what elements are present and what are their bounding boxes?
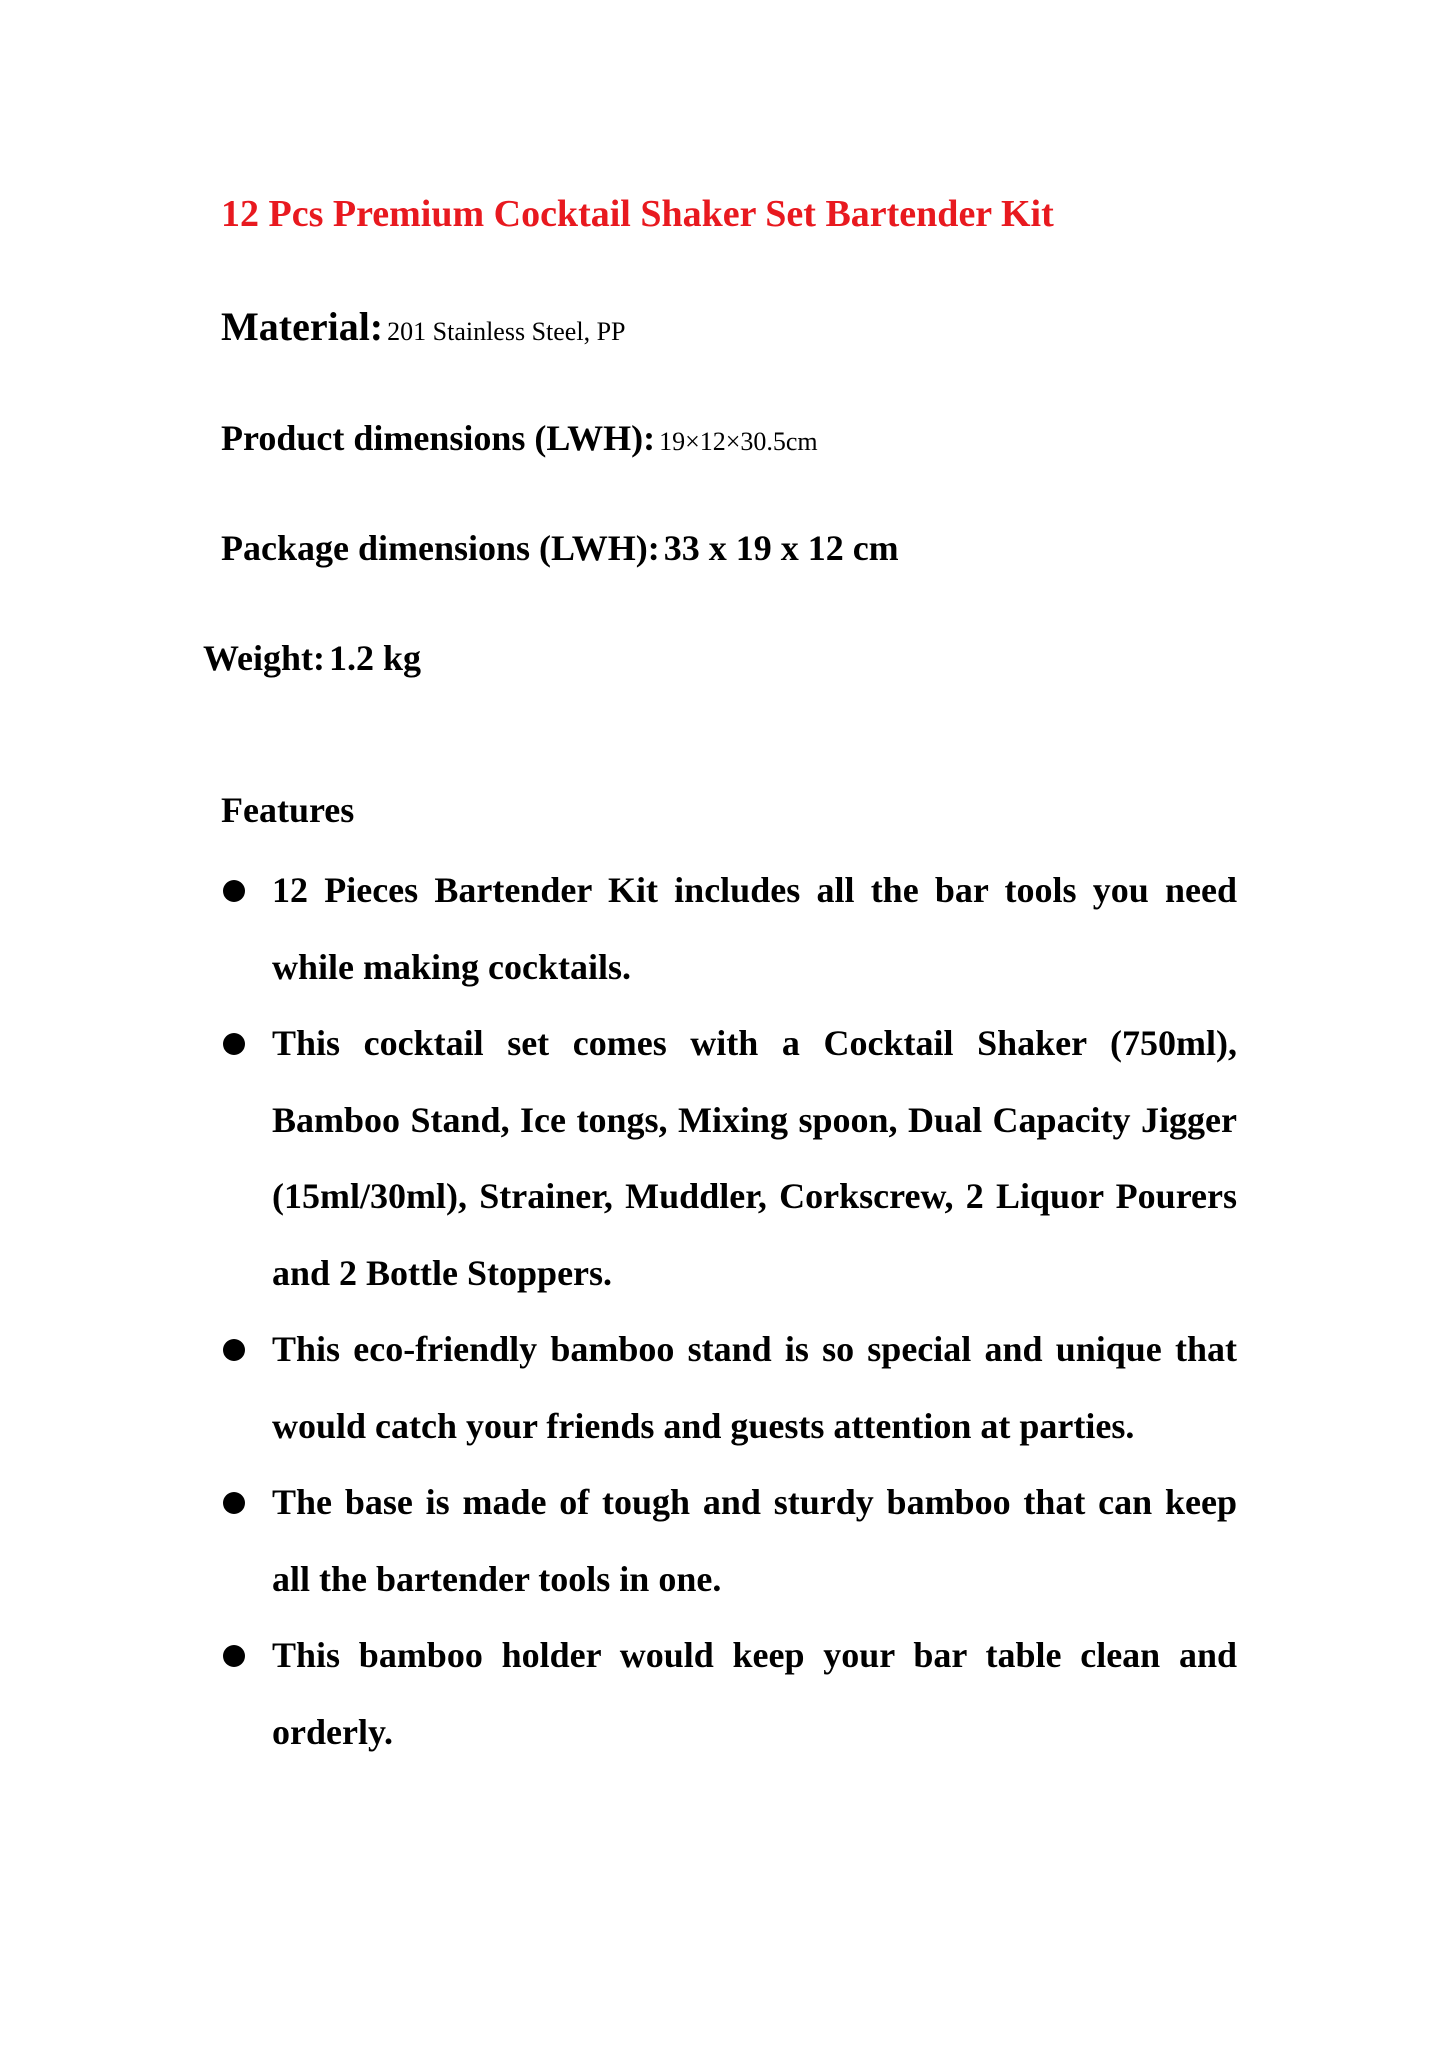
spec-material-value: 201 Stainless Steel, PP: [387, 317, 626, 346]
bullet-icon: [223, 880, 245, 902]
list-item: [217, 852, 1237, 1005]
list-item: [217, 1464, 1237, 1617]
bullet-icon: [223, 1645, 245, 1667]
list-item: [217, 1311, 1237, 1464]
feature-text: This cocktail set comes with a Cocktail Shaker (750ml), Bamboo Stand, Ice tongs, Mixing spoon, Dual Capacity Jigger (15ml/30ml), Strainer, Muddler, Corkscrew, 2 Liquor Pourers and 2 Bottle Stoppers.: [272, 1023, 1237, 1293]
list-item: [217, 1005, 1237, 1311]
spec-material-label: Material:: [221, 304, 384, 349]
spec-weight: [203, 633, 421, 691]
spec-weight-value: 1.2 kg: [329, 638, 422, 678]
feature-text: The base is made of tough and sturdy bamboo that can keep all the bartender tools in one.: [272, 1482, 1237, 1599]
features-heading: Features: [221, 790, 355, 830]
list-item: [217, 1617, 1237, 1770]
feature-text: 12 Pieces Bartender Kit includes all the bar tools you need while making cocktails.: [272, 870, 1237, 987]
spec-package-dimensions: [221, 523, 899, 581]
spec-material: [221, 302, 626, 361]
spec-product-dimensions-value: 19×12×30.5cm: [659, 427, 818, 456]
spec-package-dimensions-value: 33 x 19 x 12 cm: [663, 528, 899, 568]
spec-package-dimensions-label: Package dimensions (LWH):: [221, 528, 660, 568]
bullet-icon: [223, 1339, 245, 1361]
document-title: 12 Pcs Premium Cocktail Shaker Set Bartender Kit: [221, 193, 1054, 235]
spec-product-dimensions: [221, 413, 818, 471]
feature-text: This eco-friendly bamboo stand is so special and unique that would catch your friends and guests attention at parties.: [272, 1329, 1237, 1446]
bullet-icon: [223, 1033, 245, 1055]
spec-product-dimensions-label: Product dimensions (LWH):: [221, 418, 656, 458]
feature-text: This bamboo holder would keep your bar table clean and orderly.: [272, 1635, 1237, 1752]
features-list: [217, 852, 1237, 1770]
spec-weight-label: Weight:: [203, 638, 325, 678]
bullet-icon: [223, 1492, 245, 1514]
